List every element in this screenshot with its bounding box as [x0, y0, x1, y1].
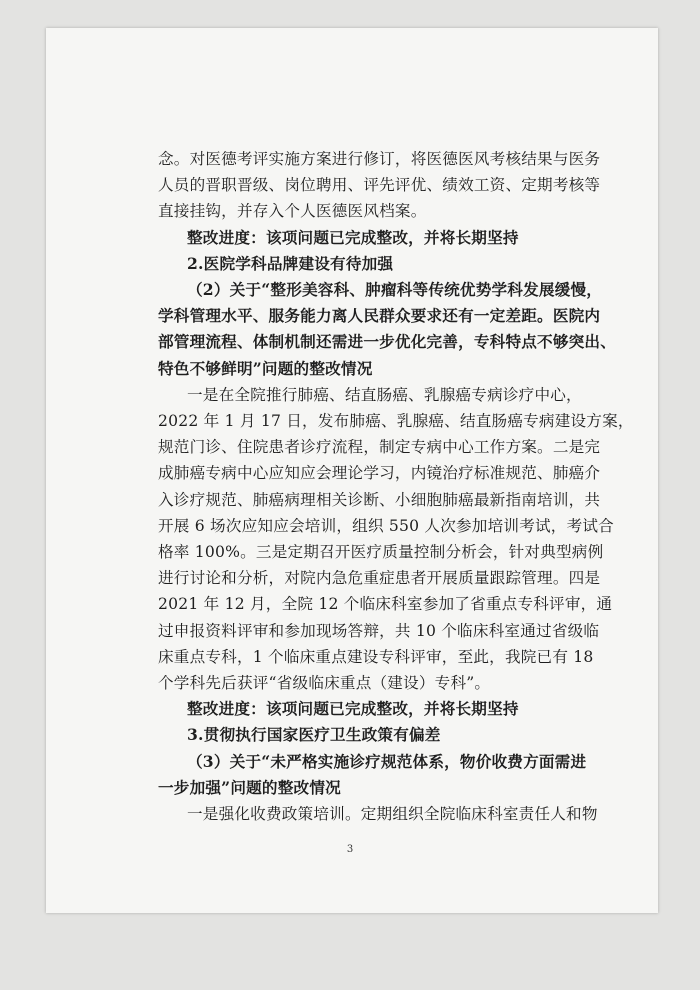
text-line: 直接挂钩，并存入个人医德医风档案。	[158, 202, 427, 221]
text-line: 人员的晋职晋级、岗位聘用、评先评优、绩效工资、定期考核等	[158, 176, 601, 195]
issue-heading: （2）关于“整形美容科、肿瘤科等传统优势学科发展缓慢，	[187, 280, 603, 299]
section-heading: 2.医院学科品牌建设有待加强	[187, 253, 394, 273]
issue-heading: 学科管理水平、服务能力离人民群众要求还有一定差距。医院内	[158, 306, 601, 326]
text-line: 进行讨论和分析，对院内急危重症患者开展质量跟踪管理。四是	[158, 569, 601, 588]
issue-heading: 特色不够鲜明”问题的整改情况	[158, 358, 373, 378]
text-line: 成肺癌专病中心应知应会理论学习，内镜治疗标准规范、肺癌介	[158, 464, 601, 483]
section-heading: 3.贯彻执行国家医疗卫生政策有偏差	[187, 725, 441, 745]
text-line: 一是在全院推行肺癌、结直肠癌、乳腺癌专病诊疗中心，	[187, 385, 582, 404]
text-line: 一是强化收费政策培训。定期组织全院临床科室责任人和物	[187, 805, 598, 823]
page-number: 3	[346, 844, 354, 855]
progress-status: 整改进度：该项问题已完成整改，并将长期坚持	[187, 227, 519, 247]
text-line: 2021 年 12 月，全院 12 个临床科室参加了省重点专科评审，通	[158, 595, 613, 614]
text-line: 个学科先后获评“省级临床重点（建设）专科”。	[158, 674, 491, 692]
text-line: 2022 年 1 月 17 日，发布肺癌、乳腺癌、结直肠癌专病建设方案，	[158, 412, 634, 430]
text-line: 入诊疗规范、肺癌病理相关诊断、小细胞肺癌最新指南培训，共	[158, 490, 601, 509]
issue-heading: （3）关于“未严格实施诊疗规范体系，物价收费方面需进	[187, 751, 587, 771]
progress-status: 整改进度：该项问题已完成整改，并将长期坚持	[187, 699, 519, 719]
text-line: 过申报资料评审和参加现场答辩，共 10 个临床科室通过省级临	[158, 621, 600, 640]
text-line: 开展 6 场次应知应会培训，组织 550 人次参加培训考试，考试合	[158, 516, 614, 535]
issue-heading: 一步加强”问题的整改情况	[158, 777, 341, 797]
text-line: 规范门诊、住院患者诊疗流程，制定专病中心工作方案。二是完	[158, 438, 601, 457]
text-line: 床重点专科，1 个临床重点建设专科评审，至此，我院已有 18	[158, 647, 594, 666]
text-line: 格率 100%。三是定期召开医疗质量控制分析会，针对典型病例	[158, 543, 604, 561]
issue-heading: 部管理流程、体制机制还需进一步优化完善，专科特点不够突出、	[158, 332, 617, 352]
text-line: 念。对医德考评实施方案进行修订，将医德医风考核结果与医务	[158, 150, 601, 168]
